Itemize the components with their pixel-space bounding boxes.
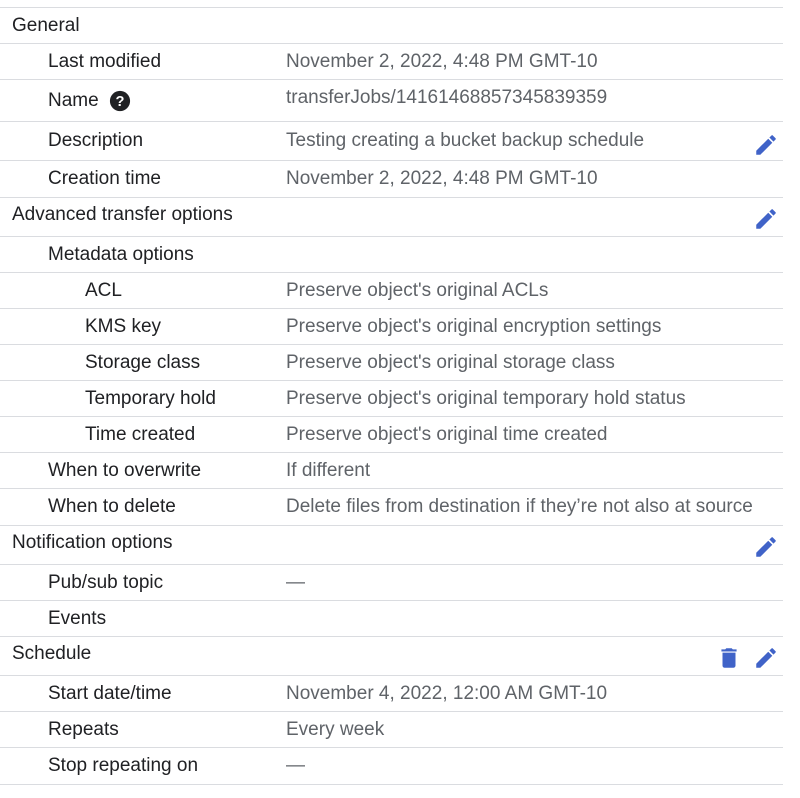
field-label: When to delete [48, 496, 176, 517]
row-name [0, 80, 783, 122]
row-temporary-hold [0, 381, 783, 417]
field-label: Metadata options [48, 243, 194, 265]
field-value: Preserve object's original temporary hold status [286, 387, 686, 409]
section-title: Schedule [12, 643, 92, 665]
row-creation-time [0, 161, 783, 198]
row-when-to-delete [0, 489, 783, 526]
row-events [0, 601, 783, 637]
row-kms-key [0, 309, 783, 345]
row-repeats [0, 712, 783, 748]
row-pubsub-topic [0, 565, 783, 601]
row-storage-class [0, 345, 783, 381]
row-when-to-overwrite [0, 453, 783, 489]
field-value: Testing creating a bucket backup schedule [286, 130, 645, 151]
section-notification-header [0, 526, 783, 565]
row-time-created [0, 417, 783, 453]
section-schedule-header [0, 637, 783, 676]
field-value: If different [286, 459, 371, 481]
section-title: General [12, 14, 80, 36]
field-label: Time created [85, 423, 196, 445]
field-value: transferJobs/14161468857345839359 [286, 86, 608, 108]
row-start-date-time [0, 676, 783, 712]
field-label: Stop repeating on [48, 755, 199, 776]
field-value: Preserve object's original time created [286, 423, 608, 445]
field-label: ACL [85, 279, 122, 301]
row-description [0, 122, 783, 161]
field-value: — [286, 755, 305, 776]
field-label: Events [48, 607, 107, 629]
field-label: KMS key [85, 315, 162, 337]
svg-text:?: ? [115, 93, 125, 110]
edit-description-pencil-icon[interactable] [753, 132, 779, 158]
section-advanced-header [0, 198, 783, 237]
field-label: Last modified [48, 50, 162, 72]
field-label-wrapper [48, 90, 131, 112]
field-label: Start date/time [48, 682, 172, 704]
field-label: Pub/sub topic [48, 571, 164, 593]
field-value: Every week [286, 718, 385, 740]
field-value: November 2, 2022, 4:48 PM GMT-10 [286, 168, 598, 189]
field-label: Temporary hold [85, 387, 216, 409]
field-label: Storage class [85, 351, 201, 373]
field-value: November 4, 2022, 12:00 AM GMT-10 [286, 682, 608, 704]
field-label: Creation time [48, 168, 161, 189]
section-title: Notification options [12, 532, 173, 554]
row-last-modified [0, 44, 783, 80]
field-value: Preserve object's original storage class [286, 351, 615, 373]
help-circle-icon[interactable] [109, 90, 131, 112]
row-metadata-options [0, 237, 783, 273]
field-label: Name [48, 89, 99, 111]
field-value: Preserve object's original encryption settings [286, 315, 662, 337]
edit-schedule-pencil-icon[interactable] [753, 645, 779, 671]
row-stop-repeating-on [0, 748, 783, 785]
field-value: Preserve object's original ACLs [286, 279, 549, 301]
field-label: Description [48, 130, 144, 151]
edit-advanced-pencil-icon[interactable] [753, 206, 779, 232]
section-title: Advanced transfer options [12, 204, 233, 226]
field-value: — [286, 571, 305, 593]
field-value: November 2, 2022, 4:48 PM GMT-10 [286, 50, 598, 72]
row-acl [0, 273, 783, 309]
field-value: Delete files from destination if they’re not also at source [286, 496, 753, 517]
edit-notification-pencil-icon[interactable] [753, 534, 779, 560]
field-label: Repeats [48, 718, 119, 740]
field-label: When to overwrite [48, 459, 202, 481]
delete-schedule-trash-icon[interactable] [716, 645, 742, 671]
section-general-header [0, 8, 783, 44]
